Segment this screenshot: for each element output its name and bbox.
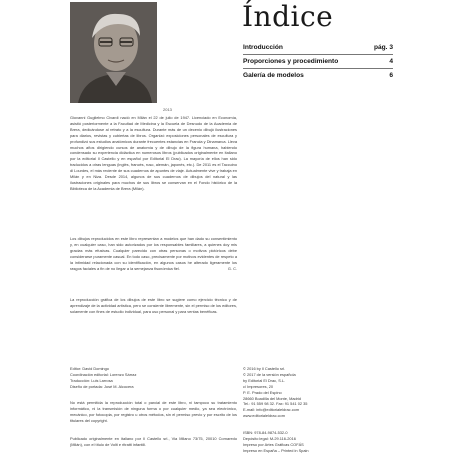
reproduction-rights: La reproducción gráfica de los dibujos de este libro se sugiere como ejercicio técnico y de aprendizaje de la actividad artística, pero se consiente libremente, sin el permiso de los editores, solamente con fines de estudio individual, para uso personal y para ventas benéficas. <box>70 297 237 314</box>
toc-divider <box>243 54 393 55</box>
print-line: Depósito legal: M-29.116-2016 <box>243 435 296 441</box>
publisher-line: © 2017 de la versión española <box>243 371 296 377</box>
print-line: Impreso en España – Printed in Spain <box>243 447 309 453</box>
copyright-notice: No está permitida la reproducción total o parcial de este libro, ni tampoco su tratamiento informático, ni la transmisión de ninguna forma o por cualquier medio, ya sea electrónico, mecánico, por fotocopia, por registro u otros métodos, sin el permiso previo y por escrito de los titulares del copyright. <box>70 400 237 423</box>
note-signature: G. C. <box>227 265 237 271</box>
publisher-line: P. E. Prado del Espino <box>243 389 282 395</box>
toc-entry-label: Galería de modelos <box>243 72 304 79</box>
print-info <box>243 430 309 454</box>
toc-entry-page: 4 <box>389 58 393 65</box>
publisher-line: Tel.: 91 559 98 32. Fax: 91 541 02 35 <box>243 401 308 407</box>
models-note-text: Los dibujos reproducidos en este libro representan a modelos que han dado su consentimiento y, en cualquier caso, han sido autorizados por los responsables familiares, a quienes doy mis gracias más efusivas. Cualquier parecido con otras personas o motivos pictóricos debe considerarse puramente casual. En todo caso, precisamente por motivos evidentes de respeto a la intimidad relacionada con su identificación, en algunos casos he alterado ligeramente los rasgos faciales a fin de no llegar a la semejanza fisonómica fiel. <box>70 236 237 271</box>
portrait-image <box>70 2 157 103</box>
credit-line: Traducción: Luis Larrosa <box>70 377 113 383</box>
author-portrait-photo <box>70 2 157 103</box>
publisher-line: © 2016 by Il Castello srl. <box>243 366 286 371</box>
publisher-line: www.editorialeldrac.com <box>243 413 285 419</box>
publisher-info <box>243 366 307 419</box>
toc-divider <box>243 68 393 69</box>
publisher-line: E-mail: info@editorialeldrac.com <box>243 407 300 413</box>
photo-year: 2013 <box>163 107 172 112</box>
toc-entry[interactable] <box>243 58 393 65</box>
toc-entry-label: Introducción <box>243 44 283 51</box>
print-line: ISBN: 978-84-9874-532-0 <box>243 430 288 435</box>
credit-line: Coordinación editorial: Lorenzo Sárraz <box>70 371 137 377</box>
toc-entry-page: pág. 3 <box>373 44 393 51</box>
publisher-line: c/ Impresores, 20 <box>243 383 274 389</box>
publisher-line: 28660 Boadilla del Monte, Madrid <box>243 395 301 401</box>
author-biography: Giovanni Guglielmo Civardi nació en Milán el 22 de julio de 1947. Licenciado en Economía, asistió posteriormente a la Facultad de Medicina y la Escuela de Desnudo de la Academia de Brera, dedicándose al retrato y a la escultura. Durante más de un decenio dibujó ilustraciones para diarios, revistas y cubiertas de libros. Organizó exposiciones personales de escultura y profundizó sus estudios anatómicos durante frecuentes estancias en Francia y Dinamarca. Lleva muchos años dirigiendo cursos de anatomía y de dibujo de la figura humana, habiendo condensado su experiencia didáctica en numerosos libros (publicados originalmente en italiano por la editorial Il Castello y en español por Editorial El Drac). La mayoría de ellos han sido traducidos a otras lenguas (inglés, francés, ruso, alemán, japonés, etc.). De 2011 es el Taccuino di Lourdes, el más reciente de sus cuadernos de apuntes de viaje. Actualmente vive y trabaja en Milán y en Niza. Desde 2014, algunos de sus cuadernos de dibujos del natural y las ilustraciones originales para muchos de sus libros se conservan en el Fondo histórico de la Biblioteca de la Academia de Brera (Milán). <box>70 115 237 191</box>
credits-block <box>70 366 136 390</box>
toc-entry[interactable] <box>243 72 393 79</box>
models-note <box>70 236 237 271</box>
index-title: Índice <box>242 0 334 33</box>
credit-line: Editor: David Domingo <box>70 366 109 371</box>
toc-entry-page: 6 <box>389 72 393 79</box>
original-publication: Publicado originalmente en italiano por Il Castello srl., Via Milano 73/75, 20010 Cornaredo (Milán), con el título de Volti e ritratti infantili. <box>70 436 237 447</box>
publisher-line: by Editorial El Drac, S.L. <box>243 377 286 383</box>
toc-entry-label: Proporciones y procedimiento <box>243 58 339 65</box>
credit-line: Diseño de portada: José M. Alcocera <box>70 383 134 389</box>
toc-entry[interactable] <box>243 44 393 51</box>
print-line: Impreso por Artes Gráficas COFÁS <box>243 441 304 447</box>
